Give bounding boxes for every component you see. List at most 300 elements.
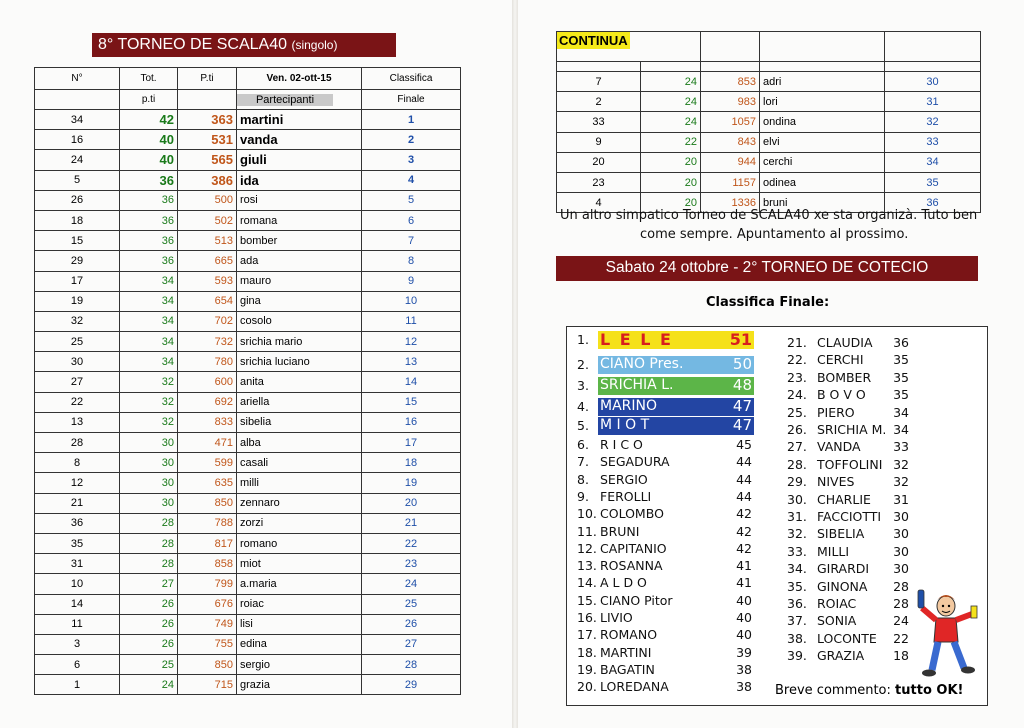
score-points: 853 (701, 72, 760, 92)
player-name: sergio (237, 655, 362, 675)
total-points: 40 (120, 130, 178, 150)
classifica-score: 44 (736, 488, 752, 504)
page-fold (512, 0, 518, 728)
classifica-player: SEGADURA (600, 454, 670, 470)
total-points: 36 (120, 251, 178, 271)
classifica-score: 18 (893, 648, 909, 664)
player-name: ariella (237, 392, 362, 412)
classifica-player: CIANO Pres. (600, 356, 684, 372)
score-points: 788 (178, 513, 237, 533)
classifica-score: 40 (736, 592, 752, 608)
comment-value: tutto OK! (895, 683, 964, 698)
table-row (35, 574, 461, 594)
header-rank: Classifica (362, 68, 461, 90)
score-points: 850 (178, 493, 237, 513)
table-row (35, 554, 461, 574)
final-rank: 26 (362, 614, 461, 634)
player-number: 21 (35, 493, 120, 513)
classifica-position: 33. (787, 543, 807, 559)
score-points: 513 (178, 231, 237, 251)
final-rank: 15 (362, 392, 461, 412)
final-rank: 32 (885, 112, 981, 132)
scala40-ranking-table (34, 67, 461, 695)
table-row (35, 655, 461, 675)
classifica-player: VANDA (817, 439, 861, 455)
total-points: 30 (120, 473, 178, 493)
total-points: 24 (641, 92, 701, 112)
classifica-score: 39 (736, 644, 752, 660)
player-name: zennaro (237, 493, 362, 513)
final-rank: 21 (362, 513, 461, 533)
classifica-position: 26. (787, 422, 807, 437)
player-number: 6 (35, 655, 120, 675)
player-number: 24 (35, 150, 120, 170)
classifica-score: 28 (893, 596, 909, 611)
classifica-position: 35. (787, 578, 807, 594)
classifica-player: GRAZIA (817, 648, 865, 664)
score-points: 531 (178, 130, 237, 150)
score-points: 983 (701, 92, 760, 112)
table-row (35, 392, 461, 412)
total-points: 34 (120, 352, 178, 372)
classifica-player: TOFFOLINI (817, 456, 883, 472)
classifica-score: 35 (893, 387, 909, 403)
final-rank: 31 (885, 92, 981, 112)
classifica-position: 32. (787, 526, 807, 542)
table-row (35, 634, 461, 654)
classifica-score: 30 (893, 509, 909, 524)
final-rank: 11 (362, 311, 461, 331)
classifica-player: ROMANO (600, 627, 658, 643)
player-name: bruni (760, 193, 885, 213)
classifica-position: 36. (787, 596, 807, 611)
total-points: 36 (120, 210, 178, 230)
spacer-row (557, 62, 981, 72)
classifica-player: L E L E (600, 330, 673, 349)
classifica-score: 28 (893, 578, 909, 594)
classifica-position: 5. (577, 418, 589, 433)
classifica-position: 28. (787, 456, 807, 472)
classifica-score: 44 (736, 471, 752, 487)
total-points: 40 (120, 150, 178, 170)
classifica-score: 35 (893, 352, 909, 368)
classifica-position: 8. (577, 471, 589, 487)
table-subheader-row (35, 90, 461, 110)
table-row (35, 352, 461, 372)
final-rank: 2 (362, 130, 461, 150)
player-name: adri (760, 72, 885, 92)
classifica-player: R I C O (600, 437, 643, 452)
classifica-score: 44 (736, 454, 752, 470)
classifica-score: 47 (732, 416, 752, 434)
player-number: 10 (35, 574, 120, 594)
score-points: 715 (178, 675, 237, 695)
final-rank: 14 (362, 372, 461, 392)
player-number: 4 (557, 193, 641, 213)
player-number: 27 (35, 372, 120, 392)
classifica-player: A L D O (600, 575, 647, 591)
classifica-player: LOREDANA (600, 679, 669, 695)
player-number: 32 (35, 311, 120, 331)
total-points: 34 (120, 332, 178, 352)
player-name: anita (237, 372, 362, 392)
classifica-score: 34 (893, 404, 909, 420)
score-points: 755 (178, 634, 237, 654)
table-row (35, 675, 461, 695)
classifica-score: 31 (893, 491, 909, 507)
classifica-position: 17. (577, 627, 597, 643)
score-points: 386 (178, 170, 237, 190)
score-points: 1057 (701, 112, 760, 132)
final-rank: 29 (362, 675, 461, 695)
score-points: 502 (178, 210, 237, 230)
classifica-player: CLAUDIA (817, 335, 873, 350)
total-points: 26 (120, 634, 178, 654)
table-row (35, 513, 461, 533)
final-rank: 30 (885, 72, 981, 92)
score-points: 676 (178, 594, 237, 614)
player-name: srichia mario (237, 332, 362, 352)
player-name: romano (237, 533, 362, 553)
subheader-pti: p.ti (120, 90, 178, 110)
classifica-player: BOMBER (817, 369, 872, 385)
player-name: romana (237, 210, 362, 230)
classifica-position: 23. (787, 369, 807, 385)
table-row (35, 372, 461, 392)
table-row (35, 271, 461, 291)
total-points: 26 (120, 594, 178, 614)
score-points: 799 (178, 574, 237, 594)
classifica-player: PIERO (817, 404, 855, 420)
player-number: 26 (35, 190, 120, 210)
final-rank: 22 (362, 533, 461, 553)
player-name: casali (237, 453, 362, 473)
player-number: 14 (35, 594, 120, 614)
final-rank: 16 (362, 412, 461, 432)
score-points: 850 (178, 655, 237, 675)
player-name: a.maria (237, 574, 362, 594)
player-name: ondina (760, 112, 885, 132)
table-row (35, 251, 461, 271)
player-number: 11 (35, 614, 120, 634)
classifica-position: 1. (577, 332, 589, 347)
empty-header-cell (885, 32, 981, 62)
subheader-empty (178, 90, 237, 110)
classifica-score: 24 (893, 613, 909, 629)
player-name: gina (237, 291, 362, 311)
player-name: bomber (237, 231, 362, 251)
banner-subtitle: (singolo) (291, 38, 338, 52)
table-row (557, 92, 981, 112)
continua-label: CONTINUA (559, 33, 628, 48)
classifica-score: 30 (893, 543, 909, 559)
classifica-player: CERCHI (817, 352, 864, 368)
cotecio-title-banner (556, 256, 978, 281)
player-number: 2 (557, 92, 641, 112)
classifica-player: ROIAC (817, 596, 857, 611)
player-name: sibelia (237, 412, 362, 432)
final-rank: 5 (362, 190, 461, 210)
final-rank: 19 (362, 473, 461, 493)
player-number: 28 (35, 433, 120, 453)
header-num: N° (35, 68, 120, 90)
classifica-player: FACCIOTTI (817, 509, 882, 524)
player-number: 13 (35, 412, 120, 432)
player-number: 5 (35, 170, 120, 190)
table-row (557, 72, 981, 92)
total-points: 22 (641, 132, 701, 152)
classifica-score: 45 (736, 437, 752, 452)
header-tot: Tot. (120, 68, 178, 90)
subheader-finale: Finale (362, 90, 461, 110)
classifica-player: B O V O (817, 387, 866, 403)
player-number: 7 (557, 72, 641, 92)
partecipanti-label: Partecipanti (237, 94, 333, 106)
player-number: 23 (557, 172, 641, 192)
table-row (35, 210, 461, 230)
score-points: 858 (178, 554, 237, 574)
player-name: edina (237, 634, 362, 654)
player-number: 35 (35, 533, 120, 553)
score-points: 780 (178, 352, 237, 372)
classifica-score: 36 (893, 335, 909, 350)
player-name: alba (237, 433, 362, 453)
classifica-position: 2. (577, 357, 589, 372)
classifica-position: 4. (577, 399, 589, 414)
classifica-position: 7. (577, 454, 589, 470)
total-points: 30 (120, 453, 178, 473)
classifica-score: 47 (732, 397, 752, 415)
final-rank: 28 (362, 655, 461, 675)
final-rank: 3 (362, 150, 461, 170)
classifica-position: 13. (577, 558, 597, 574)
total-points: 34 (120, 291, 178, 311)
classifica-player: LOCONTE (817, 630, 877, 646)
classifica-position: 15. (577, 592, 597, 608)
classifica-position: 38. (787, 630, 807, 646)
classifica-player: MILLI (817, 543, 850, 559)
table-row (557, 132, 981, 152)
table-row (35, 190, 461, 210)
score-points: 944 (701, 152, 760, 172)
subheader-partecipanti (237, 90, 362, 110)
classifica-position: 3. (577, 378, 589, 393)
total-points: 24 (641, 112, 701, 132)
final-rank: 9 (362, 271, 461, 291)
table-row (35, 594, 461, 614)
table-row (35, 311, 461, 331)
player-number: 1 (35, 675, 120, 695)
total-points: 36 (120, 190, 178, 210)
short-comment (775, 683, 963, 698)
classifica-position: 25. (787, 404, 807, 420)
total-points: 26 (120, 614, 178, 634)
player-number: 31 (35, 554, 120, 574)
comment-label: Breve commento: (775, 683, 891, 698)
player-name: ida (237, 170, 362, 190)
table-row (35, 170, 461, 190)
continua-header-row (557, 32, 981, 62)
classifica-score: 42 (736, 523, 752, 539)
classifica-player: GINONA (817, 578, 868, 594)
header-pti: P.ti (178, 68, 237, 90)
player-number: 33 (557, 112, 641, 132)
classifica-score: 30 (893, 526, 909, 542)
tournament-note (560, 206, 990, 244)
classifica-player: CAPITANIO (600, 540, 667, 556)
score-points: 1157 (701, 172, 760, 192)
total-points: 42 (120, 110, 178, 130)
final-rank: 13 (362, 352, 461, 372)
table-row (35, 130, 461, 150)
score-points: 692 (178, 392, 237, 412)
classifica-score: 40 (736, 610, 752, 625)
score-points: 665 (178, 251, 237, 271)
table-row (35, 614, 461, 634)
total-points: 24 (641, 72, 701, 92)
final-rank: 25 (362, 594, 461, 614)
final-rank: 12 (362, 332, 461, 352)
player-number: 16 (35, 130, 120, 150)
classifica-position: 24. (787, 387, 807, 403)
score-points: 843 (701, 132, 760, 152)
total-points: 20 (641, 193, 701, 213)
classifica-position: 27. (787, 439, 807, 455)
total-points: 28 (120, 513, 178, 533)
classifica-player: SONIA (817, 613, 857, 629)
classifica-position: 34. (787, 561, 807, 577)
classifica-position: 21. (787, 335, 807, 350)
mascot-figure-icon (916, 586, 986, 682)
table-row (557, 152, 981, 172)
final-rank: 33 (885, 132, 981, 152)
player-name: martini (237, 110, 362, 130)
final-rank: 1 (362, 110, 461, 130)
player-number: 17 (35, 271, 120, 291)
total-points: 36 (120, 170, 178, 190)
player-number: 36 (35, 513, 120, 533)
total-points: 25 (120, 655, 178, 675)
score-points: 363 (178, 110, 237, 130)
score-points: 817 (178, 533, 237, 553)
player-number: 20 (557, 152, 641, 172)
banner-title: 8° TORNEO DE SCALA40 (98, 36, 287, 53)
total-points: 20 (641, 172, 701, 192)
scala40-continued-table (556, 31, 981, 213)
final-rank: 20 (362, 493, 461, 513)
classifica-player: NIVES (817, 474, 855, 490)
final-rank: 27 (362, 634, 461, 654)
player-name: odinea (760, 172, 885, 192)
classifica-player: CHARLIE (817, 491, 871, 507)
total-points: 34 (120, 271, 178, 291)
classifica-position: 22. (787, 352, 807, 368)
classifica-player: SRICHIA M. (817, 422, 887, 437)
classifica-player: SERGIO (600, 471, 648, 487)
player-name: srichia luciano (237, 352, 362, 372)
classifica-position: 20. (577, 679, 597, 695)
score-points: 654 (178, 291, 237, 311)
final-rank: 35 (885, 172, 981, 192)
classifica-score: 22 (893, 630, 909, 646)
cotecio-banner-text: Sabato 24 ottobre - 2° TORNEO DE COTECIO (605, 259, 929, 276)
classifica-score: 30 (893, 561, 909, 577)
classifica-score: 38 (736, 661, 752, 677)
score-points: 833 (178, 412, 237, 432)
player-name: elvi (760, 132, 885, 152)
final-rank: 23 (362, 554, 461, 574)
classifica-position: 16. (577, 610, 597, 625)
classifica-score: 35 (893, 369, 909, 385)
total-points: 34 (120, 311, 178, 331)
classifica-score: 48 (732, 376, 752, 394)
table-row (35, 412, 461, 432)
player-name: ada (237, 251, 362, 271)
classifica-position: 39. (787, 648, 807, 664)
table-row (35, 110, 461, 130)
score-points: 1336 (701, 193, 760, 213)
player-number: 29 (35, 251, 120, 271)
final-rank: 8 (362, 251, 461, 271)
total-points: 30 (120, 433, 178, 453)
classifica-player: SRICHIA L. (600, 377, 674, 393)
score-points: 732 (178, 332, 237, 352)
classifica-position: 31. (787, 509, 807, 524)
classifica-position: 19. (577, 661, 597, 677)
table-row (35, 231, 461, 251)
final-rank: 18 (362, 453, 461, 473)
player-number: 34 (35, 110, 120, 130)
final-rank: 6 (362, 210, 461, 230)
score-points: 500 (178, 190, 237, 210)
total-points: 32 (120, 372, 178, 392)
player-number: 8 (35, 453, 120, 473)
player-number: 22 (35, 392, 120, 412)
classifica-player: BRUNI (600, 523, 640, 539)
table-row (35, 493, 461, 513)
final-rank: 4 (362, 170, 461, 190)
note-line-2: come sempre. Apuntamento al prossimo. (640, 227, 909, 242)
classifica-title: Classifica Finale: (706, 295, 830, 310)
table-row (35, 332, 461, 352)
classifica-player: COLOMBO (600, 506, 664, 522)
subheader-empty (35, 90, 120, 110)
classifica-position: 11. (577, 523, 597, 539)
score-points: 471 (178, 433, 237, 453)
classifica-position: 37. (787, 613, 807, 629)
player-name: grazia (237, 675, 362, 695)
total-points: 20 (641, 152, 701, 172)
table-row (557, 112, 981, 132)
classifica-position: 29. (787, 474, 807, 490)
table-row (35, 433, 461, 453)
empty-header-cell (701, 32, 760, 62)
final-rank: 10 (362, 291, 461, 311)
score-points: 702 (178, 311, 237, 331)
player-name: vanda (237, 130, 362, 150)
score-points: 599 (178, 453, 237, 473)
table-row (35, 453, 461, 473)
player-name: lori (760, 92, 885, 112)
player-number: 3 (35, 634, 120, 654)
player-number: 30 (35, 352, 120, 372)
table-row (35, 291, 461, 311)
classifica-position: 9. (577, 488, 589, 504)
classifica-player: MARTINI (600, 644, 652, 660)
total-points: 27 (120, 574, 178, 594)
player-number: 15 (35, 231, 120, 251)
player-number: 9 (557, 132, 641, 152)
